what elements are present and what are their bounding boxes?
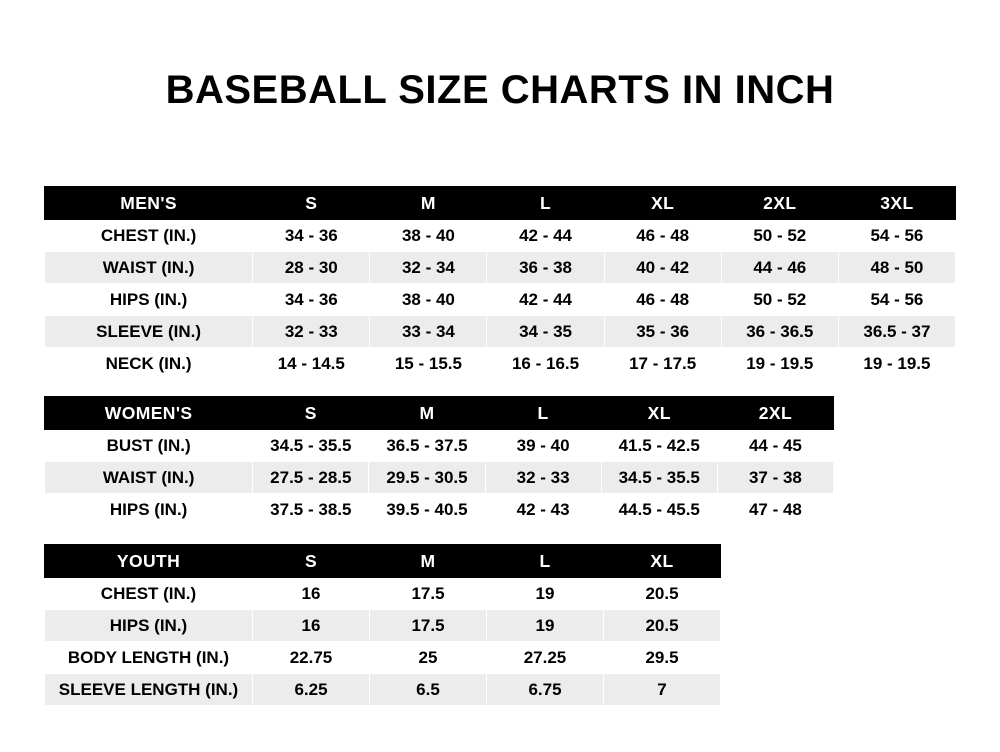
cell: 54 - 56 xyxy=(838,220,955,252)
mens-table-header xyxy=(45,187,956,220)
cell: 14 - 14.5 xyxy=(253,348,370,380)
womens-size-table xyxy=(44,396,834,526)
row-label: NECK (IN.) xyxy=(45,348,253,380)
womens-table-body xyxy=(45,430,834,526)
cell: 46 - 48 xyxy=(604,284,721,316)
column-header: M xyxy=(370,545,487,578)
cell: 34.5 - 35.5 xyxy=(253,430,369,462)
cell: 40 - 42 xyxy=(604,252,721,284)
column-header: XL xyxy=(604,187,721,220)
cell: 19 xyxy=(487,610,604,642)
cell: 39.5 - 40.5 xyxy=(369,494,485,526)
row-label: HIPS (IN.) xyxy=(45,494,253,526)
cell: 50 - 52 xyxy=(721,220,838,252)
youth-table-header xyxy=(45,545,721,578)
cell: 34 - 35 xyxy=(487,316,604,348)
cell: 17.5 xyxy=(370,578,487,610)
cell: 54 - 56 xyxy=(838,284,955,316)
table-header-row xyxy=(45,187,956,220)
row-label: HIPS (IN.) xyxy=(45,284,253,316)
column-header: M xyxy=(369,397,485,430)
cell: 33 - 34 xyxy=(370,316,487,348)
cell: 36.5 - 37 xyxy=(838,316,955,348)
cell: 20.5 xyxy=(604,578,721,610)
row-label: WAIST (IN.) xyxy=(45,462,253,494)
column-header: WOMEN'S xyxy=(45,397,253,430)
cell: 32 - 34 xyxy=(370,252,487,284)
table-row xyxy=(45,578,721,610)
cell: 7 xyxy=(604,674,721,706)
cell: 35 - 36 xyxy=(604,316,721,348)
cell: 44.5 - 45.5 xyxy=(601,494,717,526)
cell: 32 - 33 xyxy=(253,316,370,348)
cell: 36.5 - 37.5 xyxy=(369,430,485,462)
cell: 19 - 19.5 xyxy=(721,348,838,380)
row-label: CHEST (IN.) xyxy=(45,220,253,252)
cell: 42 - 43 xyxy=(485,494,601,526)
column-header: XL xyxy=(601,397,717,430)
cell: 38 - 40 xyxy=(370,220,487,252)
column-header: 3XL xyxy=(838,187,955,220)
table-row xyxy=(45,674,721,706)
cell: 50 - 52 xyxy=(721,284,838,316)
cell: 25 xyxy=(370,642,487,674)
row-label: CHEST (IN.) xyxy=(45,578,253,610)
cell: 41.5 - 42.5 xyxy=(601,430,717,462)
cell: 39 - 40 xyxy=(485,430,601,462)
table-row xyxy=(45,642,721,674)
table-header-row xyxy=(45,397,834,430)
row-label: BUST (IN.) xyxy=(45,430,253,462)
row-label: SLEEVE LENGTH (IN.) xyxy=(45,674,253,706)
cell: 37.5 - 38.5 xyxy=(253,494,369,526)
cell: 38 - 40 xyxy=(370,284,487,316)
column-header: S xyxy=(253,187,370,220)
table-header-row xyxy=(45,545,721,578)
cell: 27.5 - 28.5 xyxy=(253,462,369,494)
cell: 16 xyxy=(253,610,370,642)
cell: 36 - 36.5 xyxy=(721,316,838,348)
column-header: MEN'S xyxy=(45,187,253,220)
row-label: WAIST (IN.) xyxy=(45,252,253,284)
youth-table-body xyxy=(45,578,721,706)
column-header: 2XL xyxy=(717,397,833,430)
column-header: 2XL xyxy=(721,187,838,220)
column-header: L xyxy=(487,187,604,220)
cell: 42 - 44 xyxy=(487,284,604,316)
cell: 15 - 15.5 xyxy=(370,348,487,380)
cell: 6.5 xyxy=(370,674,487,706)
cell: 28 - 30 xyxy=(253,252,370,284)
table-row xyxy=(45,220,956,252)
cell: 42 - 44 xyxy=(487,220,604,252)
cell: 16 xyxy=(253,578,370,610)
column-header: M xyxy=(370,187,487,220)
cell: 17.5 xyxy=(370,610,487,642)
table-row xyxy=(45,252,956,284)
cell: 48 - 50 xyxy=(838,252,955,284)
row-label: SLEEVE (IN.) xyxy=(45,316,253,348)
column-header: L xyxy=(487,545,604,578)
cell: 19 xyxy=(487,578,604,610)
cell: 22.75 xyxy=(253,642,370,674)
cell: 46 - 48 xyxy=(604,220,721,252)
youth-size-table xyxy=(44,544,721,706)
cell: 32 - 33 xyxy=(485,462,601,494)
table-row xyxy=(45,348,956,380)
cell: 44 - 45 xyxy=(717,430,833,462)
page-title: BASEBALL SIZE CHARTS IN INCH xyxy=(165,68,835,112)
column-header: S xyxy=(253,397,369,430)
table-row xyxy=(45,284,956,316)
cell: 36 - 38 xyxy=(487,252,604,284)
cell: 29.5 xyxy=(604,642,721,674)
cell: 6.25 xyxy=(253,674,370,706)
column-header: YOUTH xyxy=(45,545,253,578)
row-label: BODY LENGTH (IN.) xyxy=(45,642,253,674)
table-row xyxy=(45,494,834,526)
table-row xyxy=(45,316,956,348)
cell: 34 - 36 xyxy=(253,284,370,316)
cell: 20.5 xyxy=(604,610,721,642)
table-row xyxy=(45,610,721,642)
mens-size-table xyxy=(44,186,956,380)
column-header: S xyxy=(253,545,370,578)
column-header: XL xyxy=(604,545,721,578)
cell: 34.5 - 35.5 xyxy=(601,462,717,494)
cell: 27.25 xyxy=(487,642,604,674)
row-label: HIPS (IN.) xyxy=(45,610,253,642)
mens-table-body xyxy=(45,220,956,380)
column-header: L xyxy=(485,397,601,430)
womens-table-header xyxy=(45,397,834,430)
cell: 29.5 - 30.5 xyxy=(369,462,485,494)
cell: 16 - 16.5 xyxy=(487,348,604,380)
cell: 6.75 xyxy=(487,674,604,706)
table-row xyxy=(45,462,834,494)
cell: 37 - 38 xyxy=(717,462,833,494)
cell: 47 - 48 xyxy=(717,494,833,526)
cell: 17 - 17.5 xyxy=(604,348,721,380)
cell: 44 - 46 xyxy=(721,252,838,284)
cell: 19 - 19.5 xyxy=(838,348,955,380)
table-row xyxy=(45,430,834,462)
cell: 34 - 36 xyxy=(253,220,370,252)
